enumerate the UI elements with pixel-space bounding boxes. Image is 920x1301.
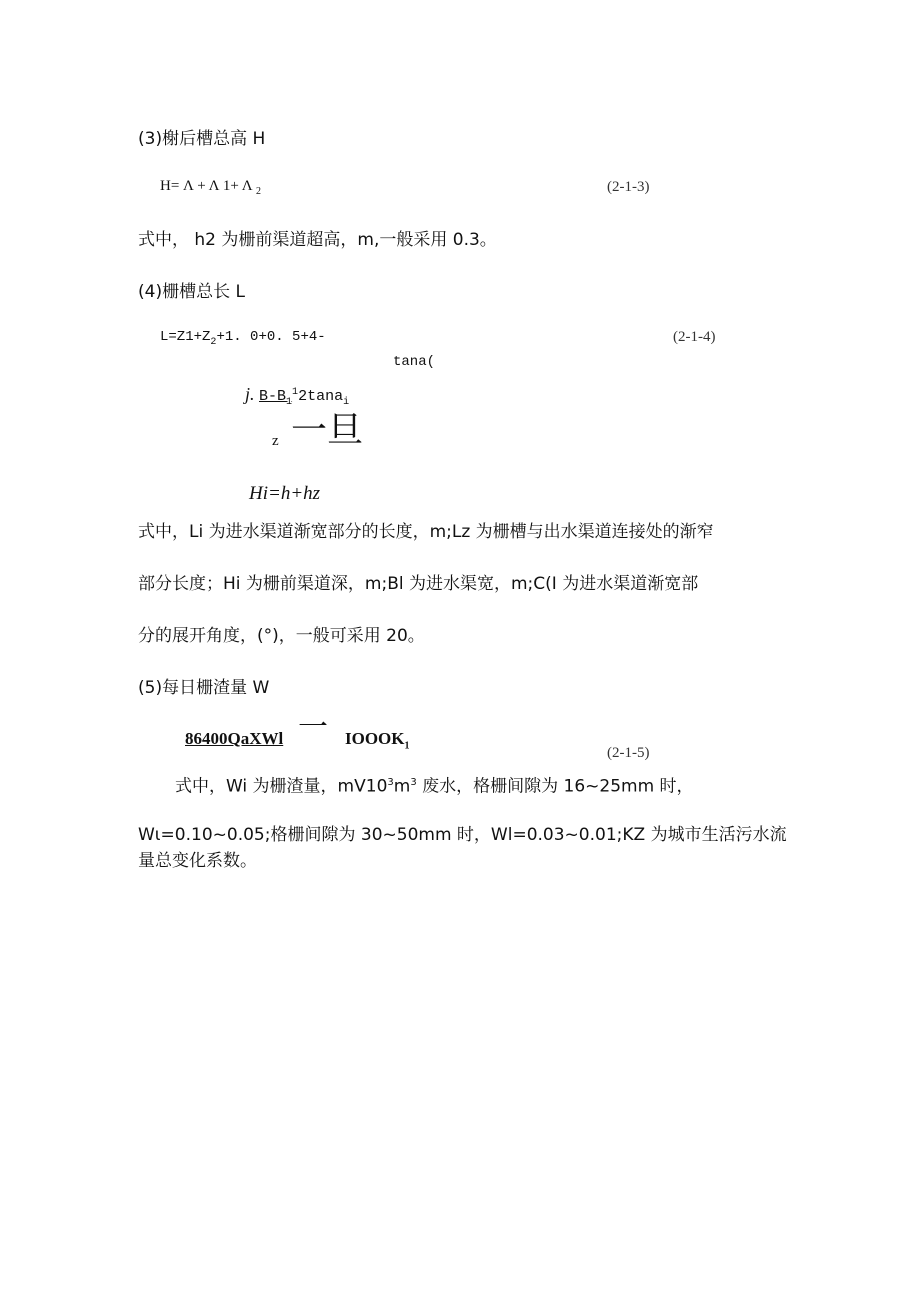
formula-z-glyph: 一旦 (291, 410, 364, 450)
section-5-note-line-3: 量总变化系数。 (138, 851, 257, 871)
section-3-note: 式中， h2 为栅前渠道超高，m,一般采用 0.3。 (138, 230, 497, 250)
section-4-note-line-1: 式中，Li 为进水渠道渐宽部分的长度，m;Lz 为栅槽与出水渠道连接处的渐窄 (138, 522, 714, 542)
equation-number-2-1-5: (2-1-5) (607, 745, 650, 761)
section-5-note-line-1: 式中，Wi 为栅渣量，$mV10^3m^3$ 废水，格栅间隙为 16~25mm 时， (175, 776, 694, 797)
formula-2-1-3: H= Λ + Λ 1+ Λ $_2$ (160, 178, 262, 197)
formula-2-1-5-denominator: $IOOOK_1$ (345, 729, 410, 752)
formula-j-line: j. $B-B_1^12\tan a_i$ (245, 384, 350, 408)
section-4-heading: (4)栅槽总长 L (138, 282, 245, 302)
equation-number-2-1-4: (2-1-4) (673, 329, 716, 345)
equation-number-2-1-3: (2-1-3) (607, 179, 650, 195)
section-3-heading: (3)榭后槽总高 H (138, 129, 266, 149)
formula-2-1-4: $L=Z1+Z_2+1$. 0+0. 5+4- (160, 329, 326, 348)
section-5-note-line-2: Wι=0.10~0.05;格栅间隙为 30~50mm 时，Wl=0.03~0.01;KZ 为城市生活污水流 (138, 825, 787, 845)
formula-tana: tana( (393, 354, 436, 370)
formula-2-1-5-dash: 一 (298, 711, 328, 744)
formula-z: z (272, 433, 279, 449)
section-4-note-line-3: 分的展开角度，(°)，一般可采用 20。 (138, 626, 425, 646)
formula-2-1-5-numerator: 86400QaXWl (185, 729, 284, 748)
formula-hi: Hi=h+hz (249, 483, 321, 504)
section-5-heading: (5)每日栅渣量 W (138, 678, 270, 698)
section-4-note-line-2: 部分长度；Hi 为栅前渠道深，m;Bl 为进水渠宽，m;C(I 为进水渠道渐宽部 (138, 574, 699, 594)
